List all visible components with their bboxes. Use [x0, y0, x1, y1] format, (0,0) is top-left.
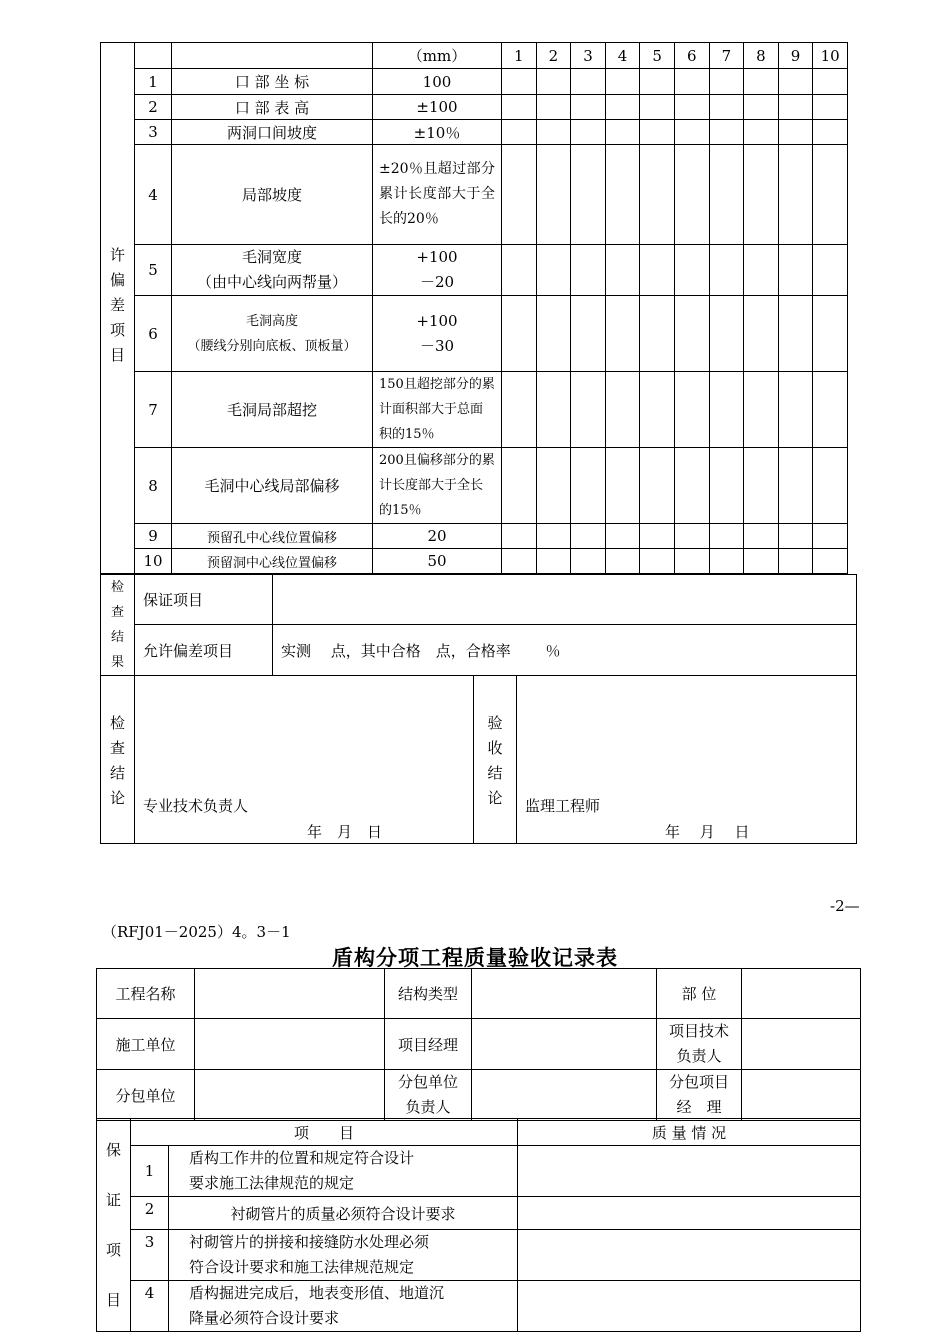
- check-result-label: 检 查 结 果: [101, 575, 135, 676]
- info-table: [96, 968, 861, 1121]
- guarantee-table: [96, 1118, 861, 1332]
- subcontract-unit-value: [195, 1070, 385, 1121]
- part-label: 部 位: [657, 969, 742, 1019]
- sub-manager-label: 分包项目 经 理: [657, 1070, 742, 1121]
- table-row: 4 局部坡度 ±20％且超过部分累计长度部大于全长的20％: [101, 145, 848, 245]
- construction-unit-value: [195, 1019, 385, 1070]
- subcontract-unit-label: 分包单位: [97, 1070, 195, 1121]
- table-row: 9 预留孔中心线位置偏移 20: [101, 524, 848, 549]
- sub-resp-value: [472, 1070, 657, 1121]
- table-row: 2 口 部 表 高 ±100: [101, 95, 848, 120]
- check-result-table: [100, 574, 857, 676]
- conclusion-table: [100, 675, 857, 844]
- guarantee-label: 保证项目: [135, 575, 273, 625]
- col-header: 8: [744, 43, 779, 69]
- project-name-label: 工程名称: [97, 969, 195, 1019]
- col-header: 7: [709, 43, 744, 69]
- col-header: 4: [605, 43, 640, 69]
- header-row: [101, 43, 848, 69]
- tech-lead-value: [742, 1019, 861, 1070]
- table-row: 5 毛洞宽度 （由中心线向两帮量） +100 －20: [101, 245, 848, 296]
- project-manager-value: [472, 1019, 657, 1070]
- quality-header: 质 量 情 况: [518, 1119, 861, 1146]
- project-name-value: [195, 969, 385, 1019]
- side-label: 许 偏 差 项 目: [101, 43, 135, 574]
- unit-header: （mm）: [373, 43, 502, 69]
- page-title: 盾构分项工程质量验收记录表: [332, 945, 618, 970]
- check-conclusion-cell: [135, 676, 474, 844]
- date-1: 年 月 日: [307, 823, 383, 841]
- col-header: 1: [502, 43, 537, 69]
- supervisor: 监理工程师: [525, 797, 601, 815]
- col-header: 10: [813, 43, 848, 69]
- structure-type-value: [472, 969, 657, 1019]
- check-conclusion-label: 检 查 结 论: [101, 676, 135, 844]
- table-row: 1 盾构工作井的位置和规定符合设计 要求施工法律规范的规定: [97, 1146, 861, 1197]
- sub-manager-value: [742, 1070, 861, 1121]
- table-row: 2 衬砌管片的质量必须符合设计要求: [97, 1197, 861, 1230]
- col-header: 2: [536, 43, 571, 69]
- table-row: 8 毛洞中心线局部偏移 200且偏移部分的累计长度部大于全长的15％: [101, 448, 848, 524]
- tech-lead-label: 项目技术 负责人: [657, 1019, 742, 1070]
- guarantee-value: [273, 575, 857, 625]
- allowed-text: 实测 点，其中合格 点，合格率 ％: [273, 625, 857, 676]
- table-row: 4 盾构掘进完成后，地表变形值、地道沉 降量必须符合设计要求: [97, 1281, 861, 1332]
- page-number: -2—: [830, 897, 860, 915]
- table-row: 10 预留洞中心线位置偏移 50: [101, 549, 848, 574]
- structure-type-label: 结构类型: [385, 969, 472, 1019]
- col-header: 5: [640, 43, 675, 69]
- item-header: 项 目: [131, 1119, 518, 1146]
- col-header: 6: [674, 43, 709, 69]
- accept-conclusion-label: 验 收 结 论: [474, 676, 517, 844]
- sub-resp-label: 分包单位 负责人: [385, 1070, 472, 1121]
- project-manager-label: 项目经理: [385, 1019, 472, 1070]
- col-header: 3: [571, 43, 606, 69]
- part-value: [742, 969, 861, 1019]
- table-row: 7 毛洞局部超挖 150且超挖部分的累计面积部大于总面积的15％: [101, 372, 848, 448]
- construction-unit-label: 施工单位: [97, 1019, 195, 1070]
- table-row: 1 口 部 坐 标 100: [101, 69, 848, 95]
- tolerance-table: [100, 42, 848, 574]
- accept-conclusion-cell: [517, 676, 857, 844]
- guarantee-side-label: 保 证 项 目: [97, 1119, 131, 1332]
- col-header: 9: [778, 43, 813, 69]
- tech-person: 专业技术负责人: [143, 797, 249, 815]
- table-row: 6 毛洞高度 （腰线分别向底板、顶板量） +100 －30: [101, 296, 848, 372]
- allowed-label: 允许偏差项目: [135, 625, 273, 676]
- date-2: 年 月 日: [665, 823, 750, 841]
- table-row: 3 两洞口间坡度 ±10％: [101, 120, 848, 145]
- table-row: 3 衬砌管片的拼接和接缝防水处理必须 符合设计要求和施工法律规范规定: [97, 1230, 861, 1281]
- doc-code: （RFJ01－2025）4。3－1: [102, 923, 291, 941]
